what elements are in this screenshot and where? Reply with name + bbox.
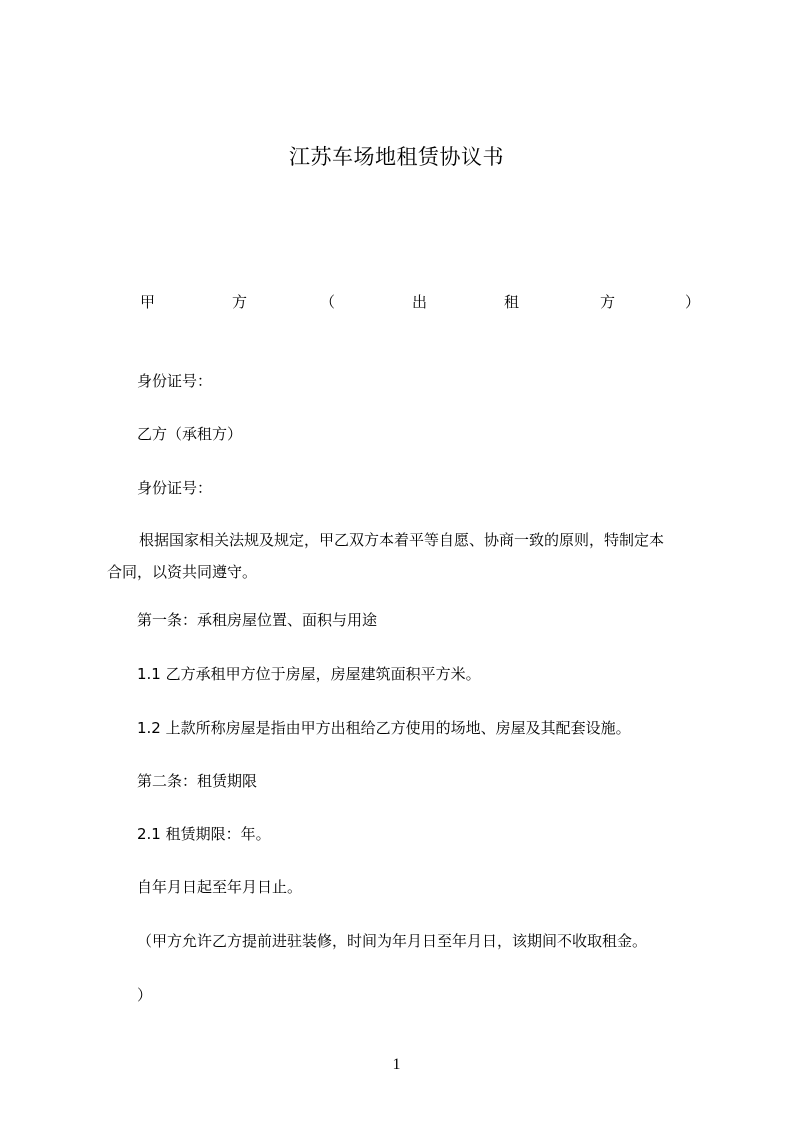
article-2-heading: 第二条：租赁期限 xyxy=(137,772,258,790)
article-1-heading: 第一条：承租房屋位置、面积与用途 xyxy=(137,611,378,629)
party-a-id-label: 身份证号： xyxy=(137,372,213,390)
party-a-char: 甲 xyxy=(140,293,156,311)
page-number: 1 xyxy=(392,1056,401,1073)
preamble-paragraph xyxy=(107,524,707,588)
document-title: 江苏车场地租赁协议书 xyxy=(289,145,504,169)
party-a-char: 租 xyxy=(504,293,520,311)
party-b-label: 乙方（承租方） xyxy=(137,425,243,443)
clause-1-2: 1.2 上款所称房屋是指由甲方出租给乙方使用的场地、房屋及其配套设施。 xyxy=(137,719,631,737)
clause-2-1: 2.1 租赁期限：年。 xyxy=(137,825,271,843)
party-a-char: （ xyxy=(320,293,336,311)
clause-1-1: 1.1 乙方承租甲方位于房屋，房屋建筑面积平方米。 xyxy=(137,665,481,683)
party-a-char: ） xyxy=(685,293,701,311)
renovation-note: （甲方允许乙方提前进驻装修，时间为年月日至年月日，该期间不收取租金。 xyxy=(137,932,648,950)
preamble-line: 合同，以资共同遵守。 xyxy=(107,563,258,581)
term-dates: 自年月日起至年月日止。 xyxy=(137,878,303,896)
party-a-char: 方 xyxy=(232,293,248,311)
party-a-line xyxy=(140,290,700,314)
party-a-char: 方 xyxy=(600,293,616,311)
preamble-line: 根据国家相关法规及规定，甲乙双方本着平等自愿、协商一致的原则，特制定本 xyxy=(139,531,665,549)
closing-paren: ） xyxy=(137,986,153,1004)
party-b-id-label: 身份证号： xyxy=(137,479,213,497)
party-a-char: 出 xyxy=(412,293,428,311)
